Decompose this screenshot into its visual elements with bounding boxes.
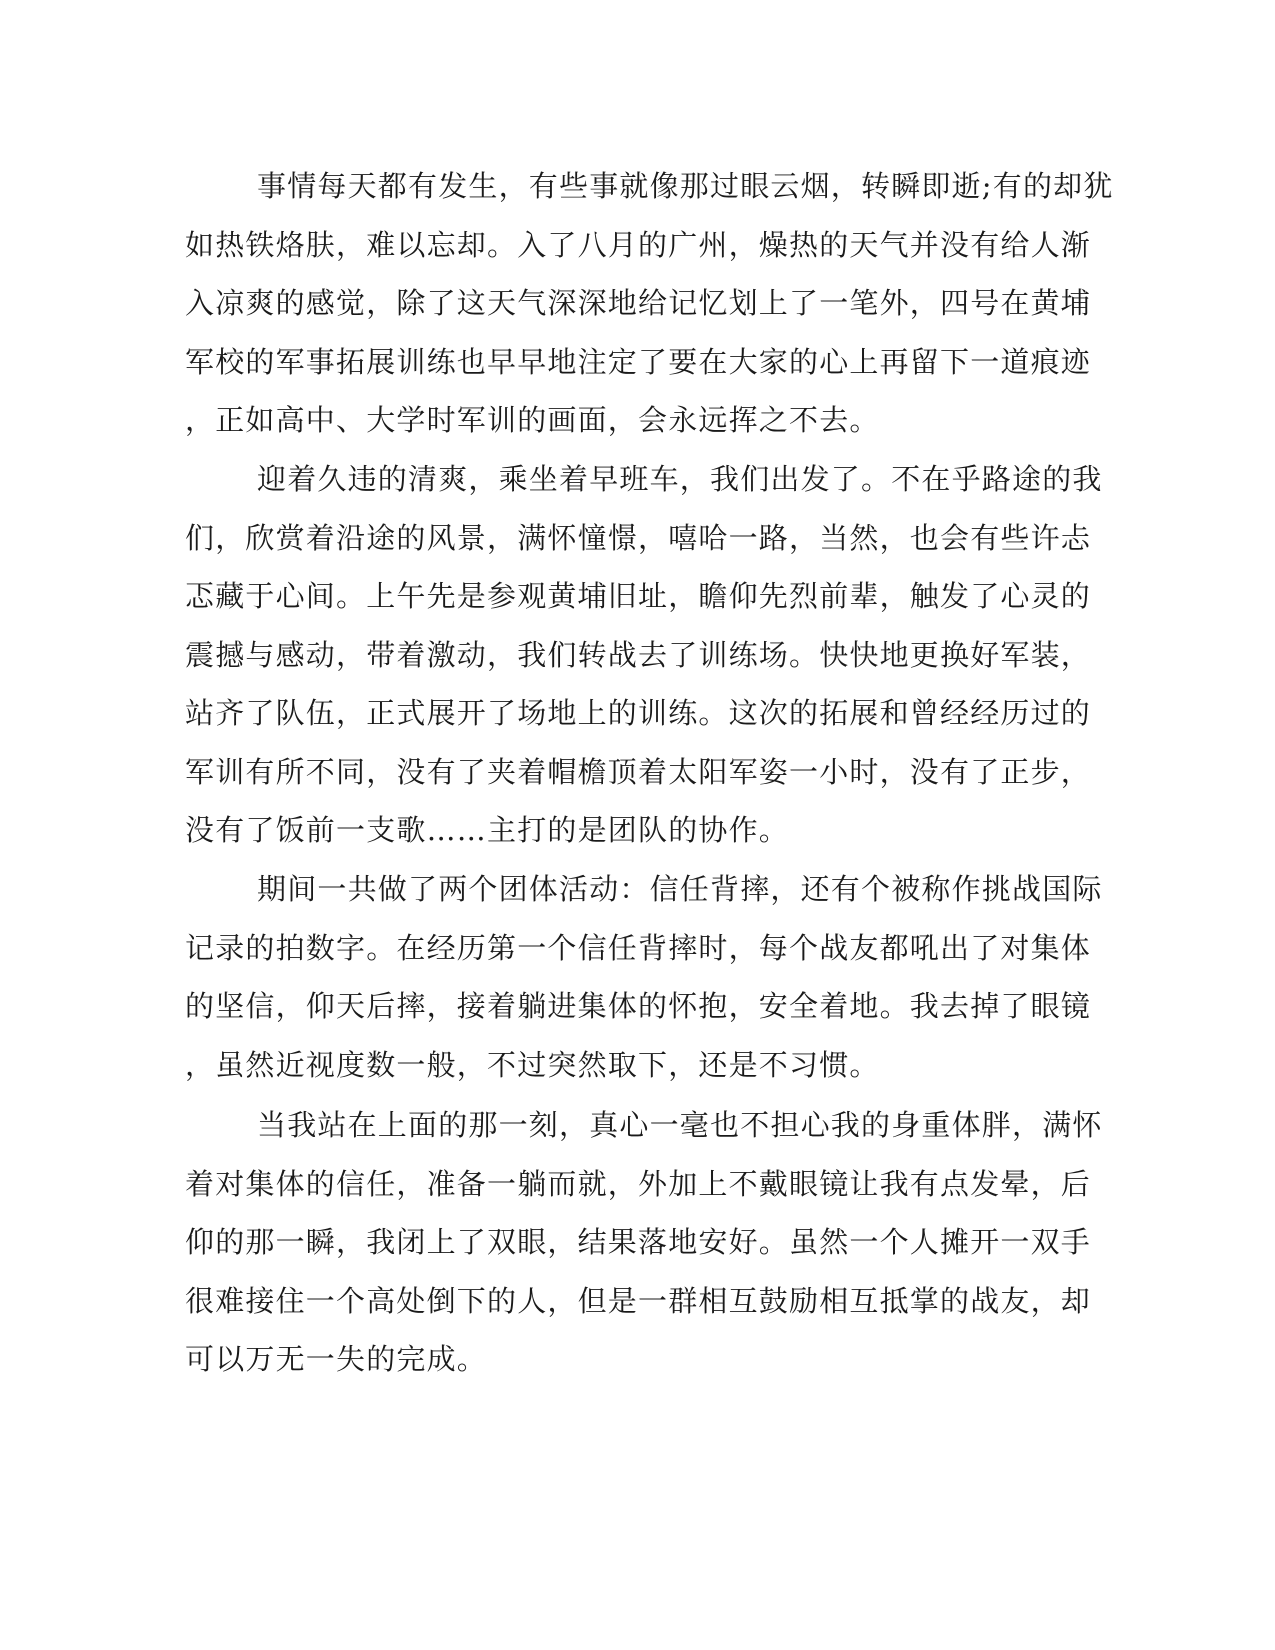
paragraph-line: 迎着久违的清爽，乘坐着早班车，我们出发了。不在乎路途的我 bbox=[257, 462, 1103, 496]
paragraph-line: 如热铁烙肤，难以忘却。入了八月的广州，燥热的天气并没有给人渐 bbox=[185, 227, 1092, 262]
paragraph-line: 震撼与感动，带着激动，我们转战去了训练场。快快地更换好军装， bbox=[185, 637, 1092, 672]
paragraph-line: 没有了饭前一支歌……主打的是团队的协作。 bbox=[185, 813, 790, 847]
paragraph-line: 可以万无一失的完成。 bbox=[185, 1342, 488, 1376]
paragraph-1 bbox=[185, 157, 1114, 450]
paragraph-line: ，正如高中、大学时军训的画面，会永远挥之不去。 bbox=[185, 403, 880, 437]
paragraph-line: 很难接住一个高处倒下的人，但是一群相互鼓励相互抵掌的战友，却 bbox=[185, 1283, 1092, 1318]
paragraph-line: 事情每天都有发生，有些事就像那过眼云烟，转瞬即逝;有的却犹 bbox=[257, 169, 1114, 203]
paragraph-line: 期间一共做了两个团体活动：信任背摔，还有个被称作挑战国际 bbox=[257, 872, 1103, 906]
paragraph-line: 忑藏于心间。上午先是参观黄埔旧址，瞻仰先烈前辈，触发了心灵的 bbox=[185, 579, 1092, 613]
paragraph-line: 记录的拍数字。在经历第一个信任背摔时，每个战友都吼出了对集体 bbox=[185, 930, 1092, 965]
paragraph-3 bbox=[185, 860, 1103, 1094]
paragraph-line: 着对集体的信任，准备一躺而就，外加上不戴眼镜让我有点发晕，后 bbox=[185, 1166, 1092, 1201]
paragraph-4 bbox=[185, 1096, 1103, 1389]
paragraph-line: 军校的军事拓展训练也早早地注定了要在大家的心上再留下一道痕迹 bbox=[185, 344, 1092, 379]
paragraph-line: 入凉爽的感觉，除了这天气深深地给记忆划上了一笔外，四号在黄埔 bbox=[185, 286, 1092, 320]
paragraph-2 bbox=[185, 450, 1103, 860]
paragraph-line: 当我站在上面的那一刻，真心一毫也不担心我的身重体胖，满怀 bbox=[257, 1108, 1103, 1142]
paragraph-line: ，虽然近视度数一般，不过突然取下，还是不习惯。 bbox=[185, 1047, 880, 1082]
paragraph-line: 军训有所不同，没有了夹着帽檐顶着太阳军姿一小时，没有了正步， bbox=[185, 754, 1092, 789]
paragraph-line: 站齐了队伍，正式展开了场地上的训练。这次的拓展和曾经经历过的 bbox=[185, 696, 1092, 730]
paragraph-line: 的坚信，仰天后摔，接着躺进集体的怀抱，安全着地。我去掉了眼镜 bbox=[185, 989, 1092, 1023]
paragraph-line: 们，欣赏着沿途的风景，满怀憧憬，嘻哈一路，当然，也会有些许忐 bbox=[185, 520, 1092, 555]
paragraph-line: 仰的那一瞬，我闭上了双眼，结果落地安好。虽然一个人摊开一双手 bbox=[185, 1225, 1092, 1259]
